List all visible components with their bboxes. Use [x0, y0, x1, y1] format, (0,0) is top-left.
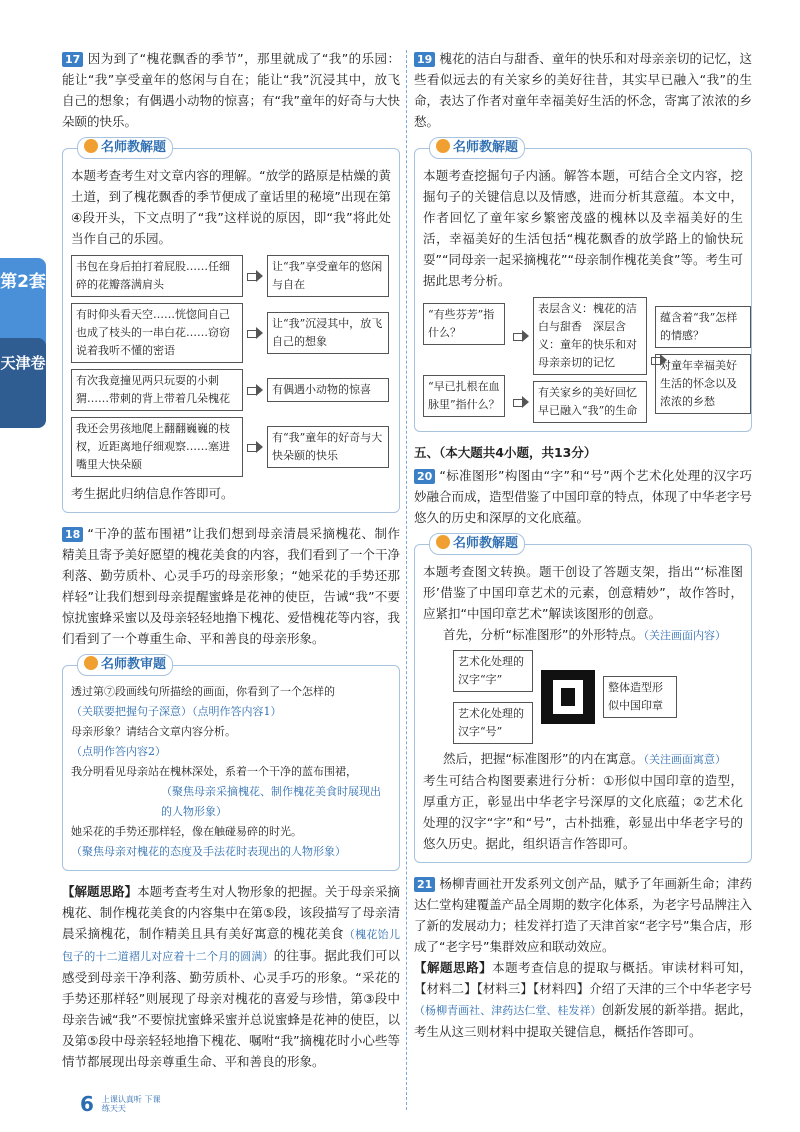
- answer-text: 因为到了“槐花飘香的季节”，那里就成了“我”的乐园：能让“我”享受童年的悠闲与自在；能让“我”沉浸其中，放飞自己的想象；有偶遇小动物的惊喜；有“我”童年的好奇与大快朵颐的快乐。: [62, 51, 400, 129]
- analysis-text: 本题考查考生对文章内容的理解。“放学的路原是枯燥的黄土道，到了槐花飘香的季节便成了童话里的秘境”出现在第④段开头，下文点明了“我”这样说的原因，即“我”将此处当作自己的乐园。: [71, 168, 391, 246]
- box-title: 名师教解题: [429, 137, 525, 159]
- side-tab-set: 第2套: [0, 258, 46, 418]
- question-number: 18: [62, 527, 83, 542]
- flow-row: 我还会男孩地爬上翻翻巍巍的枝杈，近距离地仔细观察……塞进嘴里大快朵颐 有“我”童年的好奇与大快朵颐的快乐: [71, 417, 391, 477]
- left-column: [62, 48, 400, 1082]
- flow-row: 有时仰头看天空……恍惚间自己也成了枝头的一串白花……窃窃说着我听不懂的密语 让“我”沉浸其中，放飞自己的想象: [71, 303, 391, 363]
- review-line: 她采花的手势还那样轻，像在触碰易碎的时光。: [71, 825, 302, 838]
- analysis-text: 本题考查图文转换。题干创设了答题支架，指出“‘标准图形’借鉴了中国印章艺术的元素，创意精妙”，故作答时，应紧扣“中国印章艺术”解读该图形的创意。: [423, 564, 743, 621]
- review-note: （关联要把握句子深意）（点明作答内容1）: [71, 705, 282, 718]
- box-title: 名师教审题: [77, 654, 173, 676]
- question-number: 17: [62, 52, 83, 67]
- answer-text: 杨柳青画社开发系列文创产品，赋予了年画新生命；津药达仁堂构建覆盖产品全周期的数字化体系，为老字号品牌注入了新的发展动力；桂发祥打造了天津首家“老字号”集合店，形成了“老字号”集群效应和联动效应。: [414, 876, 752, 954]
- teacher-solve-box: [62, 140, 400, 513]
- question-18: [62, 523, 400, 1072]
- teacher-solve-box: [414, 140, 752, 432]
- review-line: 我分明看见母亲站在槐林深处，系着一个干净的蓝布围裙，: [71, 765, 357, 778]
- arrow-icon: [247, 384, 263, 396]
- diagram: “有些芬芳”指什么？ “早已扎根在血脉里”指什么？ 表层含义：槐花的洁白与甜香 深层含义：童年的快乐和对母亲亲切的记忆 有关家乡的美好回忆早已融入“我”的生命 蕴含着“我”怎样的情感？ 对童年幸福美好生活的怀念以及浓浓的乡愁: [423, 297, 743, 423]
- lightbulb-icon: [436, 535, 450, 549]
- method-text: 【解题思路】本题考查信息的提取与概括。审读材料可知，【材料二】【材料三】【材料四】介绍了天津的三个中华老字号（杨柳青画社、津药达仁堂、桂发祥）创新发展的新举措。据此，考生从这三则材料中提取关键信息，概括作答即可。: [414, 960, 752, 1039]
- column-divider: [406, 50, 407, 1110]
- teacher-review-box: [62, 657, 400, 871]
- question-17: [62, 48, 400, 513]
- review-note: （聚焦母亲对槐花的态度及手法花时表现出的人物形象）: [71, 845, 346, 858]
- answer-text: “干净的蓝布围裙”让我们想到母亲清晨采摘槐花、制作精美且寄予美好愿望的槐花美食的内容，我们看到了一个干净利落、勤劳质朴、心灵手巧的母亲形象；“她采花的手势还那样轻”让我们想到母亲提醒蜜蜂是花神的使臣，告诫“我”不要惊扰蜜蜂采蜜以及母亲轻轻地撸下槐花、爱惜槐花等内容，我们看到了一个尊重生命、平和善良的母亲形象。: [62, 526, 400, 646]
- arrow-icon: [247, 327, 263, 339]
- side-tab-region: 天津卷: [0, 338, 46, 428]
- method-text: 【解题思路】本题考查考生对人物形象的把握。关于母亲采摘槐花、制作槐花美食的内容集中在第⑤段，该段描写了母亲清晨采摘槐花，制作精美且具有美好寓意的槐花美食（槐花饴儿包子的十二道褶儿对应着十二个月的圆满）的往事。据此我们可以感受到母亲干净利落、勤劳质朴、心灵手巧的形象。“采花的手势还那样轻”则展现了母亲对槐花的喜爱与珍惜，第③段中母亲告诫“我”不要惊扰蜜蜂采蜜并总说蜜蜂是花神的使臣，以及第⑤段中母亲轻轻地撸下槐花、嘱咐“我”摘槐花时小心些等情节都展现出母亲尊重生命、平和善良的形象。: [62, 884, 400, 1069]
- flow-row: 有次我竟撞见两只玩耍的小刺猬……带刺的背上带着几朵槐花 有偶遇小动物的惊喜: [71, 369, 391, 411]
- arrow-icon: [513, 396, 529, 408]
- box-title: 名师教解题: [77, 137, 173, 159]
- question-21: [414, 873, 752, 1042]
- analysis-text: 本题考查挖掘句子内涵。解答本题，可结合全文内容，挖掘句子的关键信息以及情感，进而分析其意蕴。本文中，作者回忆了童年家乡繁密茂盛的槐林以及幸福美好的生活，幸福美好的生活包括“槐花飘香的放学路上的愉快玩耍”“同母亲一起采摘槐花”“母亲制作槐花美食”等。考生可据此思考分析。: [423, 168, 743, 288]
- conclusion-text: 考生据此归纳信息作答即可。: [71, 486, 234, 501]
- flow-row: 书包在身后拍打着屁股……任细碎的花瓣落满肩头 让“我”享受童年的悠闲与自在: [71, 255, 391, 297]
- answer-text: “标准图形”构图由“字”和“号”两个艺术化处理的汉字巧妙融合而成，造型借鉴了中国印章的特点，体现了中华老字号悠久的历史和深厚的文化底蕴。: [414, 468, 752, 525]
- logo-diagram: 艺术化处理的汉字“字” 艺术化处理的汉字“号” 整体造型形似中国印章: [423, 650, 743, 744]
- review-note: （点明作答内容2）: [71, 745, 166, 758]
- box-title: 名师教解题: [429, 533, 525, 555]
- teacher-solve-box: 名师教解题 本题考查图文转换。题干创设了答题支架，指出“‘标准图形’借鉴了中国印章艺术的元素，创意精妙”，故作答时，应紧扣“中国印章艺术”解读该图形的创意。 首先，分析“标准图形”的外形特点。（关注画面内容） 艺术化处理的汉字“字” 艺术化处理的汉字“号” 整体造型形似中国印章 然后，把握“标准图形”的内在寓意。（关注画面寓意） 考生可结合构图要素进行分析：①形似中国印章的造型，厚重方正，彰显出中华老字号深厚的文化底蕴；②艺术化处理的汉字“字”和“号”，古朴拙雅，彰显出中华老字号的悠久历史。据此，组织语言作答即可。: [414, 544, 752, 863]
- arrow-icon: [247, 270, 263, 282]
- review-line: 母亲形象？请结合文章内容分析。: [71, 725, 236, 738]
- right-column: [414, 48, 752, 1052]
- lightbulb-icon: [436, 139, 450, 153]
- question-number: 21: [414, 877, 435, 892]
- arrow-icon: [513, 330, 529, 342]
- lightbulb-icon: [84, 656, 98, 670]
- question-number: 20: [414, 469, 435, 484]
- conclusion-text: 考生可结合构图要素进行分析：①形似中国印章的造型，厚重方正，彰显出中华老字号深厚的文化底蕴；②艺术化处理的汉字“字”和“号”，古朴拙雅，彰显出中华老字号的悠久历史。据此，组织语言作答即可。: [423, 773, 743, 851]
- arrow-icon: [247, 441, 263, 453]
- review-note: （聚焦母亲采摘槐花、制作槐花美食时展现出的人物形象）: [161, 785, 381, 818]
- question-number: 19: [414, 52, 435, 67]
- question-19: [414, 48, 752, 432]
- lightbulb-icon: [84, 139, 98, 153]
- question-20: [414, 465, 752, 863]
- page-footer: [62, 1092, 162, 1116]
- page-number: 6: [80, 1092, 94, 1116]
- section-title: 五、（本大题共4小题，共13分）: [414, 445, 597, 460]
- footer-text: 上课认真听 下课练天天: [101, 1095, 161, 1113]
- answer-text: 槐花的洁白与甜香、童年的快乐和对母亲亲切的记忆，这些看似远去的有关家乡的美好往昔，其实早已融入“我”的生命，表达了作者对童年幸福美好生活的怀念，寄寓了浓浓的乡愁。: [414, 51, 752, 129]
- standard-logo-seal: [541, 670, 595, 724]
- review-line: 透过第⑦段画线句所描绘的画面，你看到了一个怎样的: [71, 685, 335, 698]
